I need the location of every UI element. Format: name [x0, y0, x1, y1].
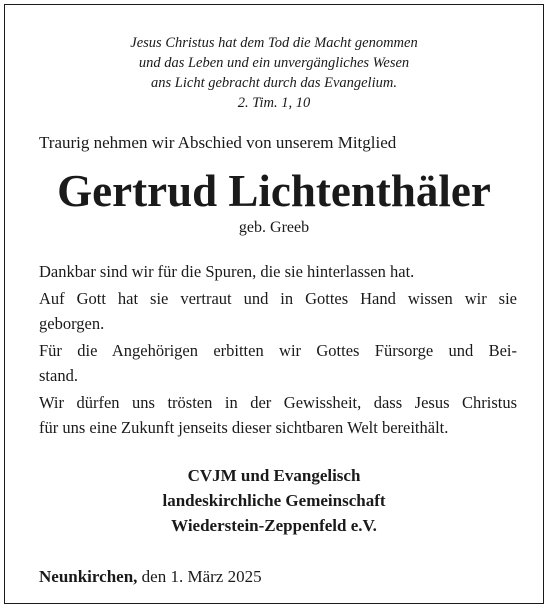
sender-line: Wiederstein-Zeppenfeld e.V. [171, 516, 377, 535]
verse-line: und das Leben und ein unvergängliches Wesen [138, 55, 410, 71]
place-and-date [39, 567, 262, 587]
deceased-name: Gertrud Lichtenthäler [57, 166, 491, 216]
date: den 1. März 2025 [141, 567, 262, 586]
sender-organization [5, 463, 543, 538]
verse-line: Jesus Christus hat dem Tod die Macht genommen [130, 35, 418, 51]
bible-verse [5, 33, 543, 113]
intro-text: Traurig nehmen wir Abschied von unserem Mitglied [39, 133, 397, 152]
sender-line: CVJM und Evangelisch [187, 466, 361, 485]
body-line: Auf Gott hat sie vertraut und in Gottes Hand wissen wir sie [39, 289, 517, 308]
maiden-name: geb. Greeb [238, 219, 310, 236]
body-line: für uns eine Zukunft jenseits dieser sichtbaren Welt bereithält. [39, 418, 449, 437]
condolence-text [39, 259, 517, 440]
verse-line: ans Licht gebracht durch das Evangelium. [151, 75, 397, 91]
verse-reference: 2. Tim. 1, 10 [237, 95, 311, 111]
body-line: Wir dürfen uns trösten in der Gewissheit, dass Jesus Christus [39, 393, 517, 412]
body-line: Dankbar sind wir für die Spuren, die sie hinterlassen hat. [39, 262, 415, 281]
sender-line: landeskirchliche Gemeinschaft [162, 491, 386, 510]
body-line: stand. [39, 366, 78, 385]
body-line: geborgen. [39, 314, 105, 333]
body-line: Für die Angehörigen erbitten wir Gottes Fürsorge und Bei- [39, 341, 517, 360]
obituary-notice [4, 4, 544, 604]
place: Neunkirchen, [39, 567, 138, 586]
